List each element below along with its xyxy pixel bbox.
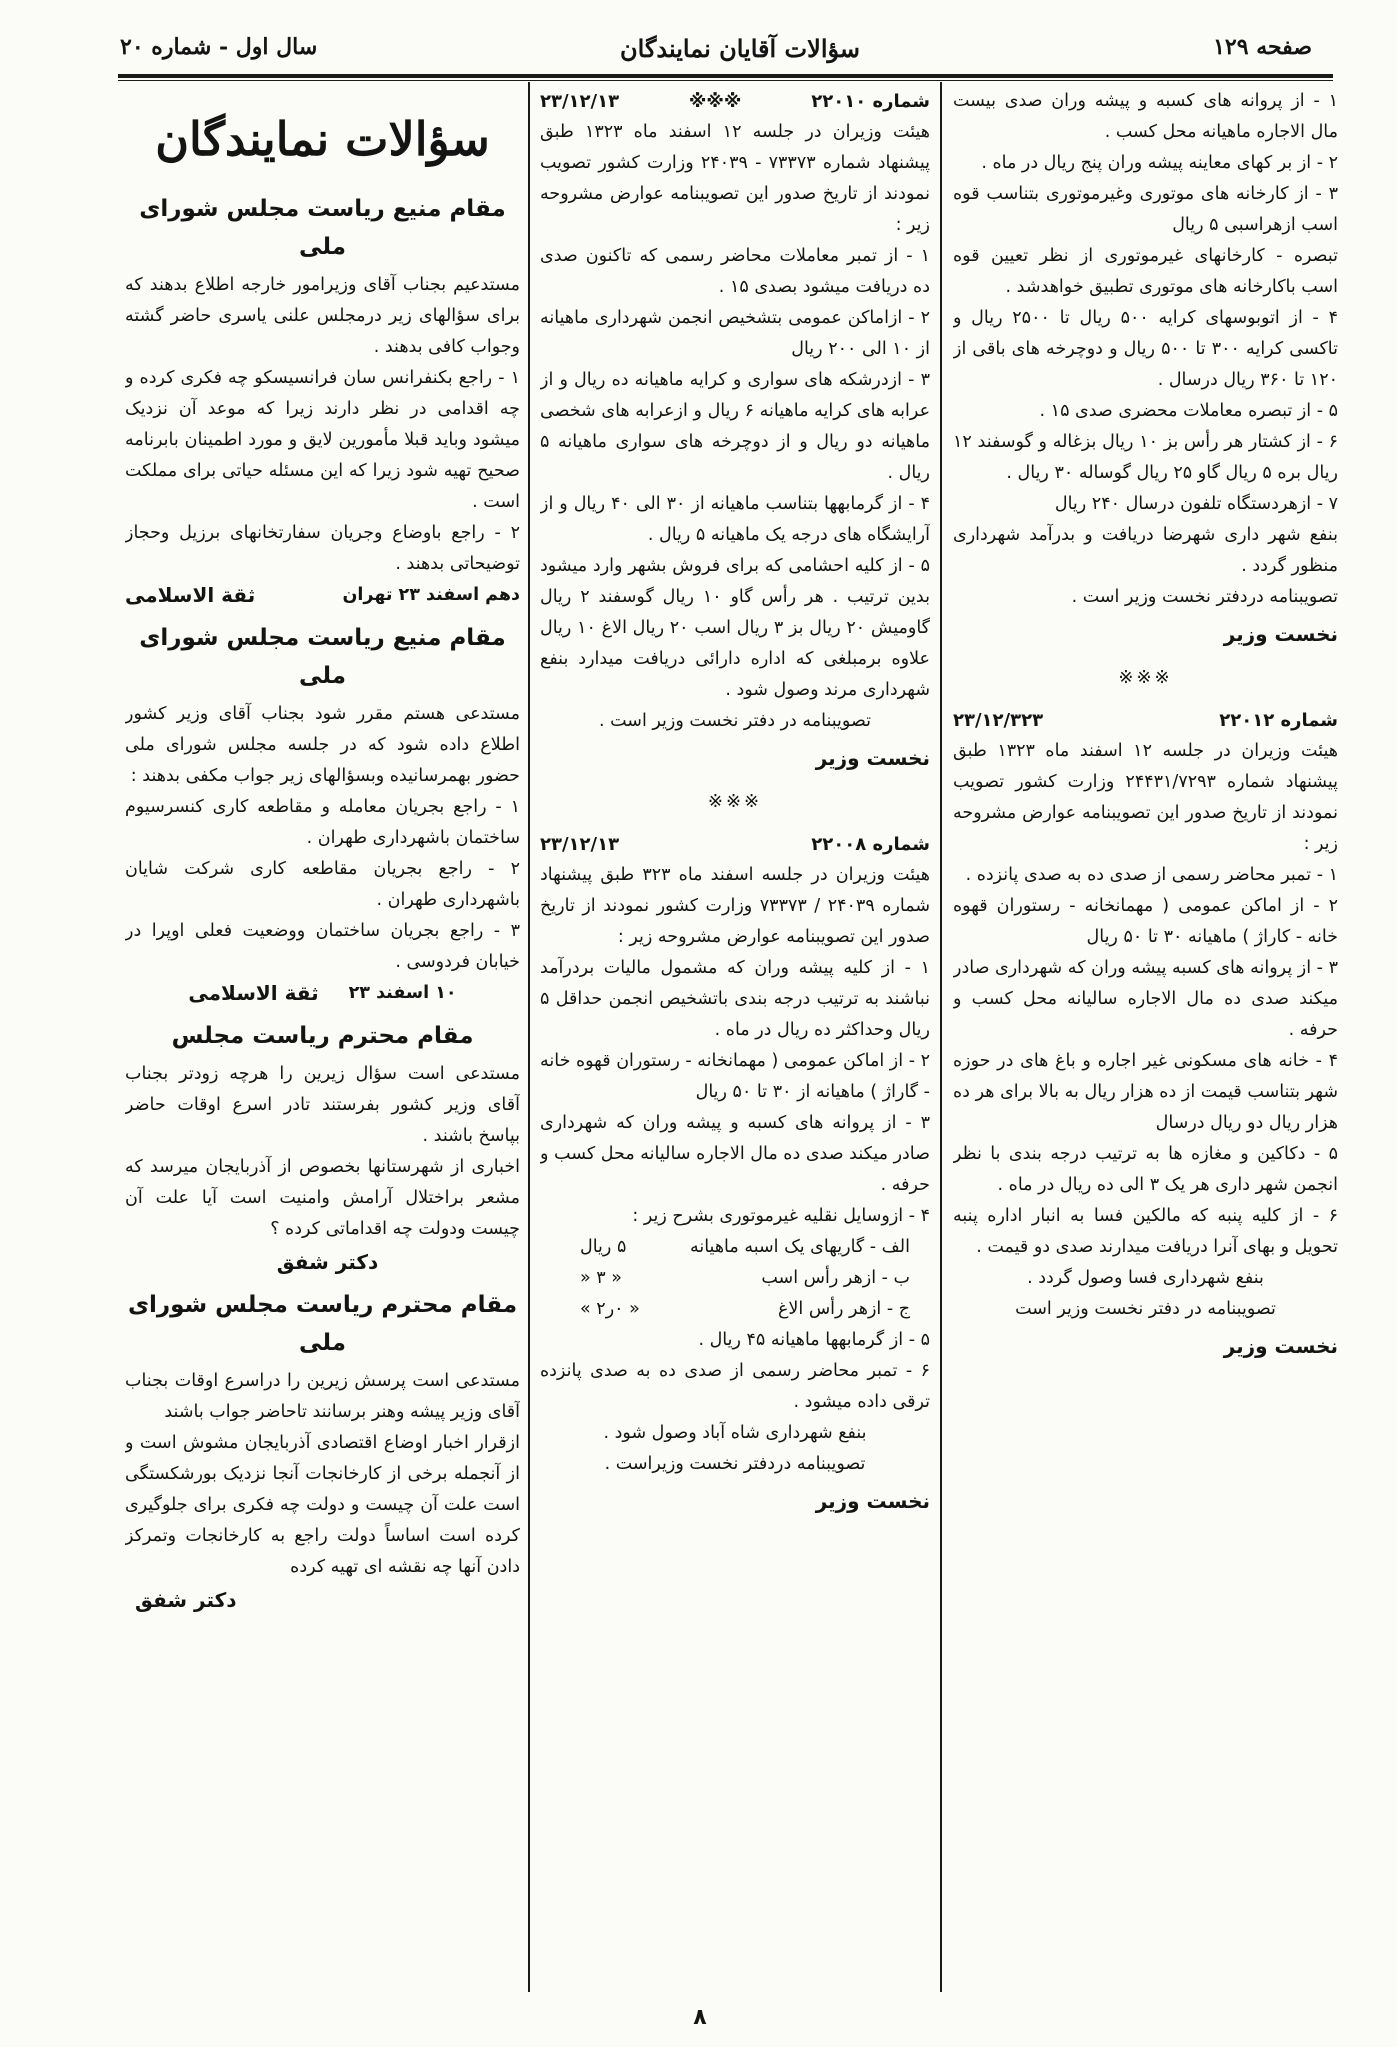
question-heading: مقام منیع ریاست مجلس شورای ملی: [139, 625, 506, 689]
paragraph: ۲ - از بر کهای معاینه پیشه وران پنج ریال در ماه .: [981, 153, 1338, 173]
paragraph: ۶ - تمبر محاضر رسمی از صدی ده به صدی پانزده ترقی داده میشود .: [540, 1361, 930, 1412]
middle-column: [540, 86, 930, 1991]
date: ۱۰ اسفند ۲۳: [348, 983, 457, 1003]
paragraph: ۵ - از گرمابهها ماهیانه ۴۵ ریال .: [698, 1330, 930, 1350]
table-row: [540, 1294, 930, 1325]
column-divider-left: [528, 82, 530, 1992]
paragraph: مستدعیم بجناب آقای وزیرامور خارجه اطلاع بدهند که برای سؤالهای زیر درمجلس علنی یاسری حاضر گشته وجواب کافی بدهند .: [125, 275, 520, 357]
paragraph: ازقرار اخبار اوضاع اقتصادی آذربایجان مشوش است و از آنجمله برخی از کارخانجات آنجا نزدیک بورشکستگی است علت آن چیست و دولت چه فکری برای جلوگیری کرده است اساساً دولت راجع به کارخانجات وتمرکز دادن آنها چه نقشه ای تهیه کرده: [125, 1433, 520, 1577]
document-number: شماره ۲۲۰۱۲: [1219, 710, 1338, 731]
paragraph: ۱ - از تمبر معاملات محاضر رسمی که تاکنون صدی ده دریافت میشود بصدی ۱۵ .: [540, 246, 930, 297]
document-header: [953, 705, 1338, 736]
paragraph: ۳ - از پروانه های کسبه پیشه وران که شهرداری صادر میکند صدی ده مال الاجاره سالیانه محل کسب و حرفه .: [953, 958, 1338, 1040]
paragraph: ۲ - راجع باوضاع وجریان سفارتخانهای برزیل وحجاز توضیحاتی بدهند .: [125, 523, 520, 574]
question-heading: مقام منیع ریاست مجلس شورای ملی: [139, 196, 506, 260]
paragraph: ۶ - از کلیه پنبه که مالکین فسا به انبار اداره پنبه تحویل و بهای آنرا دریافت میدارند صدی دو قیمت .: [953, 1206, 1338, 1257]
paragraph: ۱ - از پروانه های کسبه و پیشه وران صدی بیست مال الاجاره ماهیانه محل کسب .: [953, 91, 1338, 142]
paragraph: ۶ - از کشتار هر رأس بز ۱۰ ریال بزغاله و گوسفند ۱۲ ریال بره ۵ ریال گاو ۲۵ ریال گوساله ۳۰ ریال .: [953, 432, 1338, 483]
signature-pm: نخست وزیر: [1223, 622, 1338, 646]
left-column: [125, 86, 520, 1991]
signature-line: [125, 978, 520, 1009]
paragraph: ۴ - از اتوبوسهای کرایه ۵۰۰ ریال تا ۲۵۰۰ ریال و تاکسی کرایه ۳۰۰ تا ۵۰۰ ریال و دوچرخه های باقی از ۱۲۰ تا ۳۶۰ ریال درسال .: [953, 308, 1338, 390]
paragraph: ۱ - تمبر محاضر رسمی از صدی ده به صدی پانزده .: [965, 865, 1338, 885]
paragraph: ۷ - ازهردستگاه تلفون درسال ۲۴۰ ریال: [1054, 494, 1338, 514]
year-issue-label: سال اول - شماره ۲۰: [120, 34, 318, 60]
table-value: « ۰ر۲ »: [580, 1299, 640, 1319]
header-rule-thin: [118, 80, 1333, 81]
paragraph: تصویبنامه در دفتر نخست وزیر است .: [599, 711, 871, 731]
paragraph: ۴ - از گرمابهها بتناسب ماهیانه از ۳۰ الی ۴۰ ریال و از آرایشگاه های درجه یک ماهیانه ۵ ریال .: [540, 494, 930, 545]
paragraph: ۳ - راجع بجریان ساختمان ووضعیت فعلی اوپرا در خیابان فردوسی .: [125, 921, 520, 972]
separator-stars: ※※※: [688, 91, 742, 112]
table-value: ۵ ریال: [580, 1237, 627, 1257]
paragraph: ۵ - دکاکین و مغازه ها به ترتیب درجه بندی با نظر انجمن شهر داری هر یک ۳ الی ده ریال در ماه .: [953, 1144, 1338, 1195]
paragraph: بنفع شهرداری شاه آباد وصول شود .: [603, 1423, 867, 1443]
header-rule-thick: [118, 74, 1333, 78]
paragraph: تصویبنامه دردفتر نخست وزیراست .: [604, 1454, 866, 1474]
paragraph: تصویبنامه در دفتر نخست وزیر است: [1015, 1299, 1276, 1319]
paragraph: مستدعی هستم مقرر شود بجناب آقای وزیر کشور اطلاع داده شود که در جلسه مجلس شورای ملی حضور بهمرسانیده وبسؤالهای زیر جواب مکفی بدهند :: [125, 704, 520, 786]
section-title: سؤالات نمایندگان: [155, 112, 490, 166]
table-label: ج - ازهر رأس الاغ: [777, 1299, 910, 1319]
signer: ثقة الاسلامی: [125, 583, 256, 607]
running-title: سؤالات آقایان نمایندگان: [620, 34, 860, 63]
page-number-label: صفحه ۱۲۹: [1213, 34, 1312, 60]
table-value: « ۳ «: [580, 1268, 622, 1288]
document-header: [540, 86, 930, 117]
signature-pm: نخست وزیر: [1223, 1334, 1338, 1358]
paragraph: ۲ - ازاماکن عمومی بتشخیص انجمن شهرداری ماهیانه از ۱۰ الی ۲۰۰ ریال: [540, 308, 930, 359]
paragraph: ۵ - از تبصره معاملات محضری صدی ۱۵ .: [1039, 401, 1338, 421]
signer: ثقة الاسلامی: [188, 981, 319, 1005]
paragraph: بنفع شهر داری شهرضا دریافت و بدرآمد شهرداری منظور گردد .: [953, 525, 1338, 576]
table-row: [540, 1263, 930, 1294]
paragraph: ۴ - خانه های مسکونی غیر اجاره و باغ های در حوزه شهر بتناسب قیمت از ده هزار ریال به بالا برای هر ده هزار ریال دو ریال درسال: [953, 1051, 1338, 1133]
paragraph: هیئت وزیران در جلسه اسفند ماه ۳۲۳ طبق پیشنهاد شماره ۲۴۰۳۹ / ۷۳۳۷۳ وزارت کشور نمودند از تاریخ صدور این تصویبنامه عوارض مشروحه زیر :: [540, 865, 930, 947]
paragraph: مستدعی است سؤال زیرین را هرچه زودتر بجناب آقای وزیر کشور بفرستند تادر اسرع اوقات حاضر بپاسخ باشند .: [125, 1064, 520, 1146]
paragraph: هیئت وزیران در جلسه ۱۲ اسفند ماه ۱۳۲۳ طبق پیشنهاد شماره ۲۴۴۳۱/۷۲۹۳ وزارت کشور تصویب نمودند از تاریخ صدور این تصویبنامه عوارض مشروحه زیر :: [953, 741, 1338, 854]
paragraph: بنفع شهرداری فسا وصول گردد .: [1027, 1268, 1264, 1288]
paragraph: ۱ - از کلیه پیشه وران که مشمول مالیات بردرآمد نباشند به ترتیب درجه بندی باتشخیص انجمن حداقل ۵ ریال وحداکثر ده ریال در ماه .: [540, 958, 930, 1040]
paragraph: ۳ - از پروانه های کسبه و پیشه وران که شهرداری صادر میکند صدی ده مال الاجاره سالیانه محل کسب و حرفه .: [540, 1113, 930, 1195]
paragraph: ۲ - از اماکن عمومی ( مهمانخانه - رستوران قهوه خانه - گاراژ ) ماهیانه از ۳۰ تا ۵۰ ریال: [540, 1051, 930, 1102]
document-number: شماره ۲۲۰۱۰: [811, 91, 930, 112]
paragraph: ۲ - راجع بجریان مقاطعه کاری شرکت شایان باشهرداری طهران .: [125, 859, 520, 910]
paragraph: ۱ - راجع بجریان معامله و مقاطعه کاری کنسرسیوم ساختمان باشهرداری طهران .: [125, 797, 520, 848]
table-label: ب - ازهر رأس اسب: [761, 1268, 910, 1288]
separator-stars: ※※※: [707, 791, 763, 812]
paragraph: ۳ - از کارخانه های موتوری وغیرموتوری بتناسب قوه اسب ازهراسبی ۵ ریال: [953, 184, 1338, 235]
table-row: [540, 1232, 930, 1263]
paragraph: مستدعی است پرسش زیرین را دراسرع اوقات بجناب آقای وزیر پیشه وهنر برسانند تاحاضر جواب باشند: [125, 1371, 520, 1422]
document-date: ۲۳/۱۲/۱۳: [540, 834, 620, 855]
signature-pm: نخست وزیر: [815, 746, 930, 770]
paragraph: هیئت وزیران در جلسه ۱۲ اسفند ماه ۱۳۲۳ طبق پیشنهاد شماره ۷۳۳۷۳ - ۲۴۰۳۹ وزارت کشور تصویب نمودند از تاریخ صدور این تصویبنامه عوارض مشروحه زیر :: [540, 122, 930, 235]
signer: دکتر شفق: [135, 1588, 237, 1612]
paragraph: ۱ - راجع بکنفرانس سان فرانسیسکو چه فکری کرده و چه اقدامی در نظر دارند زیرا که موعد آن نزدیک میشود وباید قبلا مأمورین لایق و مورد اطمینان بابرنامه صحیح تهیه شود زیرا که این مسئله حیاتی برای مملکت است .: [125, 368, 520, 512]
paragraph: تبصره - کارخانهای غیرموتوری از نظر تعیین قوه اسب باکارخانه های موتوری تطبیق خواهدشد .: [953, 246, 1338, 297]
document-date: ۲۳/۱۲/۳۲۳: [953, 710, 1044, 731]
footer-page-number: ۸: [693, 2005, 707, 2030]
signature-line: [125, 580, 520, 611]
document-header: [540, 829, 930, 860]
document-date: ۲۳/۱۲/۱۳: [540, 91, 620, 112]
separator-stars: ※※※: [1118, 667, 1173, 688]
table-label: الف - گاریهای یک اسبه ماهیانه: [689, 1237, 910, 1257]
paragraph: اخباری از شهرستانها بخصوص از آذربایجان میرسد که مشعر براختلال آرامش وامنیت است آیا علت آن چیست ودولت چه اقداماتی کرده ؟: [125, 1157, 520, 1239]
paragraph: ۳ - ازدرشکه های سواری و کرایه ماهیانه ده ریال و از عرابه های کرایه ماهیانه ۶ ریال و ازعرابه های شخصی ماهیانه دو ریال و از دوچرخه های سواری ماهیانه ۵ ریال .: [540, 370, 930, 483]
paragraph: تصویبنامه دردفتر نخست وزیر است .: [1071, 587, 1338, 607]
question-heading: مقام محترم ریاست مجلس: [171, 1023, 474, 1049]
paragraph: ۴ - ازوسایل نقلیه غیرموتوری بشرح زیر :: [632, 1206, 930, 1226]
date: دهم اسفند ۲۳ تهران: [342, 585, 520, 605]
signer: دکتر شفق: [276, 1250, 379, 1274]
document-number: شماره ۲۲۰۰۸: [811, 834, 930, 855]
paragraph: ۲ - از اماکن عمومی ( مهمانخانه - رستوران قهوه خانه - کاراژ ) ماهیانه ۳۰ تا ۵۰ ریال: [953, 896, 1338, 947]
column-divider-right: [940, 82, 942, 1992]
paragraph: ۵ - از کلیه احشامی که برای فروش بشهر وارد میشود بدین ترتیب . هر رأس گاو ۱۰ ریال گوسفند ۲ ریال گاومیش ۲۰ ریال بز ۳ ریال اسب ۲۰ ریال الاغ ۱۰ ریال علاوه برمبلغی که اداره دارائی دریافت میدارد بنفع شهرداری مرند وصول شود .: [540, 556, 930, 700]
signature-pm: نخست وزیر: [815, 1489, 930, 1513]
question-heading: مقام محترم ریاست مجلس شورای ملی: [127, 1292, 518, 1356]
right-column: [953, 86, 1338, 1991]
